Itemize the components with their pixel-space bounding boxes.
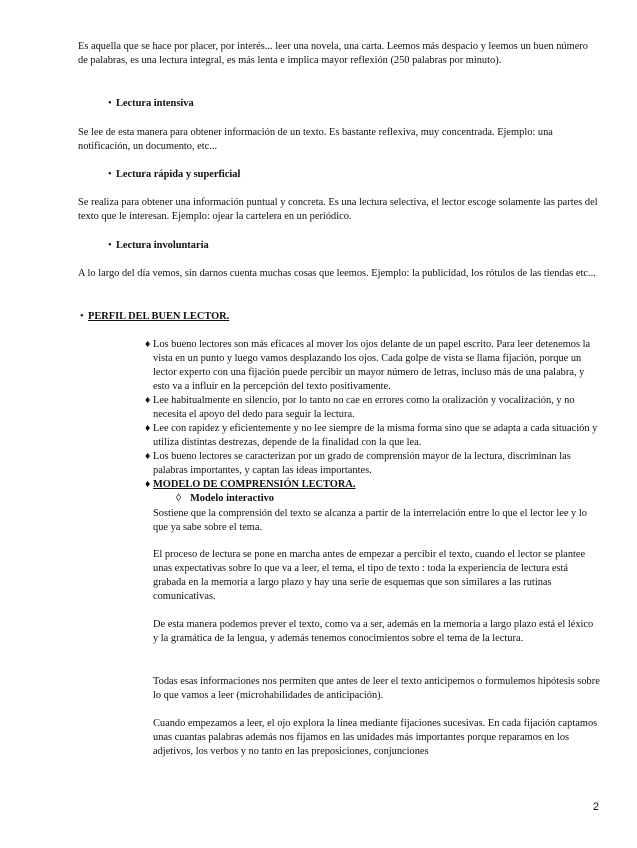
lozenge-icon: ◊ xyxy=(176,493,182,504)
modelo-heading: MODELO DE COMPRENSIÓN LECTORA. xyxy=(153,479,356,490)
diamond-bullet-icon: ♦ xyxy=(145,423,151,434)
bullet-icon: • xyxy=(80,311,84,322)
intro-paragraph: Es aquella que se hace por placer, por interés... leer una novela, una carta. Leemos más despacio y leemos un buen número de palabras, es una lectura integral, es más lenta e implica mayor reflexión (250 palabras por minuto). xyxy=(78,41,588,66)
section-paragraph: Se lee de esta manera para obtener información de un texto. Es bastante reflexiva, muy concentrada. Ejemplo: una notificación, un documento, etc... xyxy=(78,127,553,152)
bullet-icon: • xyxy=(108,98,112,109)
modelo-paragraph: Sostiene que la comprensión del texto se alcanza a partir de la interrelación entre lo que el lector lee y lo que ya sabe sobre el tema. xyxy=(153,508,587,533)
diamond-bullet-icon: ♦ xyxy=(145,451,151,462)
section-heading: Lectura rápida y superficial xyxy=(116,169,241,180)
modelo-paragraph: Todas esas informaciones nos permiten que antes de leer el texto anticipemos o formulemos hipótesis sobre lo que vamos a leer (microhabilidades de anticipación). xyxy=(153,676,600,701)
perfil-item: Los bueno lectores se caracterizan por un grado de comprensión mayor de la lectura, discriminan las palabras importantes, y captan las ideas importantes. xyxy=(153,451,571,476)
diamond-bullet-icon: ♦ xyxy=(145,339,151,350)
modelo-paragraph: De esta manera podemos prever el texto, como va a ser, además en la memoria a largo plazo está el léxico y la gramática de la lengua, y además tenemos conocimientos sobre el tema de la lectura. xyxy=(153,619,594,644)
section-heading: Lectura involuntaria xyxy=(116,240,209,251)
bullet-icon: • xyxy=(108,240,112,251)
modelo-paragraph: El proceso de lectura se pone en marcha antes de empezar a percibir el texto, cuando el lector se plantee unas expectativas sobre lo que va a leer, el tema, el tipo de texto : toda la experiencia de lectura está grabada en la memoria a largo plazo y hay una serie de esquemas que son similares a las rutinas comunicativas. xyxy=(153,549,586,602)
section-paragraph: A lo largo del día vemos, sin darnos cuenta muchas cosas que leemos. Ejemplo: la publicidad, los rótulos de las tiendas etc... xyxy=(78,268,596,279)
diamond-bullet-icon: ♦ xyxy=(145,395,151,406)
bullet-icon: • xyxy=(108,169,112,180)
perfil-heading: PERFIL DEL BUEN LECTOR. xyxy=(88,311,230,322)
diamond-bullet-icon: ♦ xyxy=(145,479,151,490)
section-paragraph: Se realiza para obtener una información puntual y concreta. Es una lectura selectiva, el lector escoge solamente las partes del texto que le interesan. Ejemplo: ojear la cartelera en un periódico. xyxy=(78,197,598,222)
perfil-item: Lee habitualmente en silencio, por lo tanto no cae en errores como la oralización y vocalización, y no necesita el apoyo del dedo para seguir la lectura. xyxy=(153,395,575,420)
modelo-subheading: Modelo interactivo xyxy=(190,493,274,504)
page-number: 2 xyxy=(592,801,599,813)
section-heading: Lectura intensiva xyxy=(116,98,194,109)
perfil-item: Los bueno lectores son más eficaces al mover los ojos delante de un papel escrito. Para leer detenemos la vista en un punto y luego vamos desplazando los ojos. Cada golpe de vista se llama fijación, porque un lector experto con una fijación puede percibir un mayor número de letras, incluso más de una palabra, y esto va a influir en la percepción del texto positivamente. xyxy=(153,339,591,392)
modelo-paragraph: Cuando empezamos a leer, el ojo explora la línea mediante fijaciones sucesivas. En cada fijación captamos unas cuantas palabras además nos fijamos en las unidades más importantes porque reparamos en los adjetivos, los verbos y no tanto en las preposiciones, conjunciones xyxy=(153,718,598,757)
perfil-item: Lee con rapidez y eficientemente y no lee siempre de la misma forma sino que se adapta a cada situación y utiliza distintas destrezas, depende de la finalidad con la que lea. xyxy=(153,423,598,448)
